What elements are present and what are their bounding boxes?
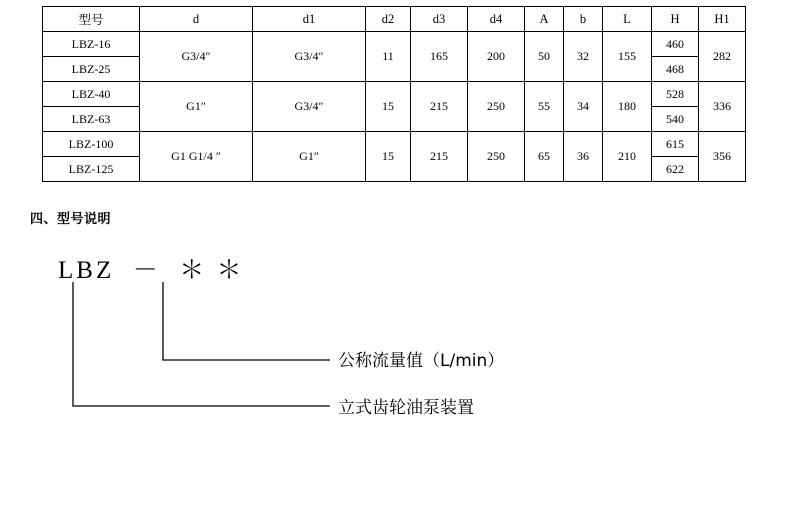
column-header-d: d xyxy=(140,7,253,32)
column-header-h1: H1 xyxy=(699,7,746,32)
cell-d3: 215 xyxy=(411,132,468,182)
cell-d4: 250 xyxy=(468,132,525,182)
cell-h: 622 xyxy=(652,157,699,182)
cell-d: G1″ xyxy=(140,82,253,132)
cell-d1: G3/4″ xyxy=(253,32,366,82)
table-header xyxy=(43,7,746,32)
section-heading: 四、型号说明 xyxy=(30,212,112,227)
cell-d3: 215 xyxy=(411,82,468,132)
cell-a: 65 xyxy=(525,132,564,182)
cell-d1: G3/4″ xyxy=(253,82,366,132)
table-header-row xyxy=(43,7,746,32)
cell-model: LBZ-100 xyxy=(43,132,140,157)
cell-a: 55 xyxy=(525,82,564,132)
cell-d4: 200 xyxy=(468,32,525,82)
cell-h: 468 xyxy=(652,57,699,82)
spec-table xyxy=(42,6,746,182)
column-header-b: b xyxy=(564,7,603,32)
cell-l: 180 xyxy=(603,82,652,132)
cell-model: LBZ-63 xyxy=(43,107,140,132)
cell-l: 155 xyxy=(603,32,652,82)
cell-h1: 336 xyxy=(699,82,746,132)
cell-h1: 282 xyxy=(699,32,746,82)
cell-h: 540 xyxy=(652,107,699,132)
table-row xyxy=(43,32,746,57)
cell-a: 50 xyxy=(525,32,564,82)
column-header-d2: d2 xyxy=(366,7,411,32)
cell-l: 210 xyxy=(603,132,652,182)
cell-d4: 250 xyxy=(468,82,525,132)
column-header-l: L xyxy=(603,7,652,32)
cell-d2: 15 xyxy=(366,82,411,132)
column-header-h: H xyxy=(652,7,699,32)
column-header-a: A xyxy=(525,7,564,32)
cell-h: 528 xyxy=(652,82,699,107)
table-body xyxy=(43,32,746,182)
cell-b: 34 xyxy=(564,82,603,132)
cell-b: 36 xyxy=(564,132,603,182)
cell-model: LBZ-25 xyxy=(43,57,140,82)
cell-h: 615 xyxy=(652,132,699,157)
table-row xyxy=(43,132,746,157)
cell-h: 460 xyxy=(652,32,699,57)
cell-model: LBZ-125 xyxy=(43,157,140,182)
cell-d2: 11 xyxy=(366,32,411,82)
cell-model: LBZ-40 xyxy=(43,82,140,107)
model-code-text: LBZ － ＊ ＊ xyxy=(58,257,245,284)
flow-rate-label: 公称流量值（L/min） xyxy=(338,351,505,371)
model-code-diagram xyxy=(0,236,795,436)
column-header-d4: d4 xyxy=(468,7,525,32)
cell-d3: 165 xyxy=(411,32,468,82)
column-header-d3: d3 xyxy=(411,7,468,32)
cell-h1: 356 xyxy=(699,132,746,182)
cell-b: 32 xyxy=(564,32,603,82)
cell-d2: 15 xyxy=(366,132,411,182)
cell-d: G1 G1/4 ″ xyxy=(140,132,253,182)
column-header-d1: d1 xyxy=(253,7,366,32)
cell-d1: G1″ xyxy=(253,132,366,182)
table-row xyxy=(43,82,746,107)
unit-designation-label: 立式齿轮油泵装置 xyxy=(338,398,474,418)
spec-table-container xyxy=(42,6,734,182)
column-header-model: 型号 xyxy=(43,7,140,32)
cell-model: LBZ-16 xyxy=(43,32,140,57)
cell-d: G3/4″ xyxy=(140,32,253,82)
